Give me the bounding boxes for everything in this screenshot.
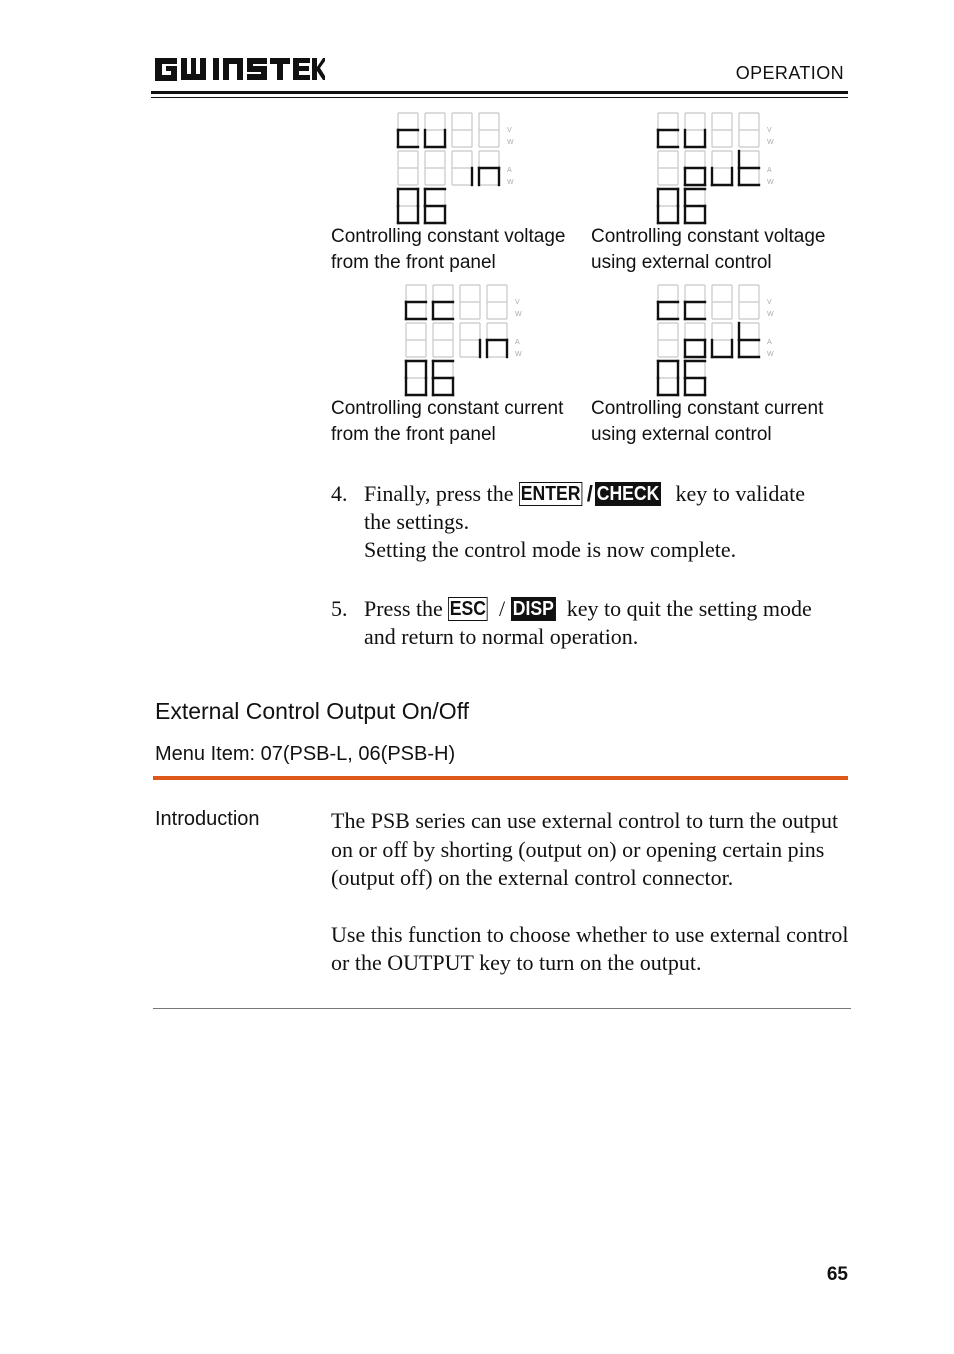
introduction-label: Introduction (155, 808, 260, 830)
caption-cv-external-line2: using external control (591, 252, 772, 273)
lcd-digit-r2-3 (479, 151, 499, 185)
lcd-digit-r2-1 (685, 323, 705, 357)
lcd-digit-r2-2 (460, 323, 480, 357)
unit-label-v: V (767, 127, 772, 134)
lcd-digit-r1-3 (739, 113, 759, 147)
lcd-digit-r2-1 (433, 323, 453, 357)
introduction-paragraph-2: Use this function to choose whether to use external control or the OUTPUT key to turn on the output. (331, 921, 849, 976)
unit-label-a: A (767, 167, 772, 174)
lcd-digit-r2-3 (739, 151, 759, 185)
key-separator: / (586, 481, 593, 506)
lcd-digit-r2-2 (712, 151, 732, 185)
lcd-digit-r2-0 (658, 323, 678, 357)
step-text-after: key to validate the settings. (364, 481, 806, 534)
table-bottom-rule (153, 1008, 851, 1009)
lcd-display-cv-in (395, 110, 525, 225)
lcd-digit-r2-0 (406, 323, 426, 357)
lcd-digit-r3-1 (433, 361, 453, 395)
caption-cv-front-line2: from the front panel (331, 252, 496, 273)
caption-cc-front-line2: from the front panel (331, 424, 496, 445)
esc-key-label: ESC (450, 598, 487, 620)
header-rule-thin (151, 97, 848, 98)
lcd-digit-r1-1 (433, 285, 453, 319)
step-5 (331, 595, 831, 655)
caption-cv-front-line1: Controlling constant voltage (331, 226, 566, 247)
step-text-after: key to quit the setting mode and return to normal operation. (364, 596, 812, 649)
lcd-digit-r3-1 (425, 189, 445, 223)
lcd-digit-r1-3 (739, 285, 759, 319)
unit-label-w: W (767, 139, 774, 146)
caption-cc-external-line1: Controlling constant current (591, 398, 824, 419)
unit-label-a: A (507, 167, 512, 174)
lcd-digit-r1-0 (658, 113, 678, 147)
lcd-digit-r1-1 (685, 285, 705, 319)
lcd-digit-r2-2 (452, 151, 472, 185)
lcd-display-cc-out (655, 282, 785, 397)
lcd-digit-r3-0 (406, 361, 426, 395)
key-separator: / (498, 596, 506, 621)
unit-label-w2: W (767, 351, 774, 358)
enter-key-label: ENTER (520, 483, 581, 505)
lcd-digit-r2-1 (685, 151, 705, 185)
page-number: 65 (826, 1264, 848, 1285)
lcd-digit-r2-3 (739, 323, 759, 357)
lcd-digit-r3-0 (658, 361, 678, 395)
lcd-digit-r3-1 (685, 361, 705, 395)
step-text-before: Press the (364, 596, 443, 621)
lcd-digit-r3-0 (398, 189, 418, 223)
caption-cc-external-line2: using external control (591, 424, 772, 445)
section-title: External Control Output On/Off (155, 698, 470, 724)
lcd-digit-r1-3 (479, 113, 499, 147)
lcd-digit-r1-2 (452, 113, 472, 147)
introduction-body (331, 807, 851, 978)
step-body (364, 595, 824, 651)
step-text-before: Finally, press the (364, 481, 514, 506)
caption-cv-external-line1: Controlling constant voltage (591, 226, 826, 247)
lcd-display-cv-out (655, 110, 785, 225)
lcd-digit-r3-1 (685, 189, 705, 223)
lcd-digit-r1-0 (406, 285, 426, 319)
section-label: OPERATION (735, 63, 844, 83)
unit-label-w: W (507, 139, 514, 146)
lcd-digit-r1-0 (398, 113, 418, 147)
lcd-digit-r2-0 (658, 151, 678, 185)
unit-label-w2: W (515, 351, 522, 358)
gw-instek-logo (153, 55, 325, 88)
unit-label-v: V (507, 127, 512, 134)
unit-label-w: W (515, 311, 522, 318)
lcd-digit-r1-1 (685, 113, 705, 147)
check-key-label: CHECK (596, 483, 660, 505)
unit-label-v: V (515, 299, 520, 306)
unit-label-a: A (767, 339, 772, 346)
lcd-digit-r1-2 (712, 285, 732, 319)
lcd-digit-r2-3 (487, 323, 507, 357)
step-completion-text: Setting the control mode is now complete. (364, 537, 737, 562)
lcd-digit-r2-2 (712, 323, 732, 357)
menu-item-label: Menu Item: 07(PSB-L, 06(PSB-H) (155, 743, 456, 765)
step-4 (331, 480, 831, 570)
unit-label-a: A (515, 339, 520, 346)
header-rule (151, 91, 848, 94)
unit-label-w: W (767, 311, 774, 318)
unit-label-w2: W (507, 179, 514, 186)
section-rule (153, 776, 848, 780)
caption-cc-front-line1: Controlling constant current (331, 398, 564, 419)
step-body (364, 480, 824, 564)
lcd-digit-r3-0 (658, 189, 678, 223)
lcd-digit-r2-1 (425, 151, 445, 185)
lcd-digit-r1-1 (425, 113, 445, 147)
step-number: 4. (331, 481, 348, 506)
lcd-digit-r1-3 (487, 285, 507, 319)
lcd-digit-r2-0 (398, 151, 418, 185)
introduction-paragraph-1: The PSB series can use external control to turn the output on or off by shorting (output on) or opening certain pins (output off) on the external control connector. (331, 808, 839, 891)
unit-label-v: V (767, 299, 772, 306)
lcd-display-cc-in (403, 282, 533, 397)
lcd-digit-r1-2 (460, 285, 480, 319)
step-number: 5. (331, 596, 348, 621)
lcd-digit-r1-2 (712, 113, 732, 147)
unit-label-w2: W (767, 179, 774, 186)
disp-key-label: DISP (512, 598, 554, 620)
lcd-digit-r1-0 (658, 285, 678, 319)
